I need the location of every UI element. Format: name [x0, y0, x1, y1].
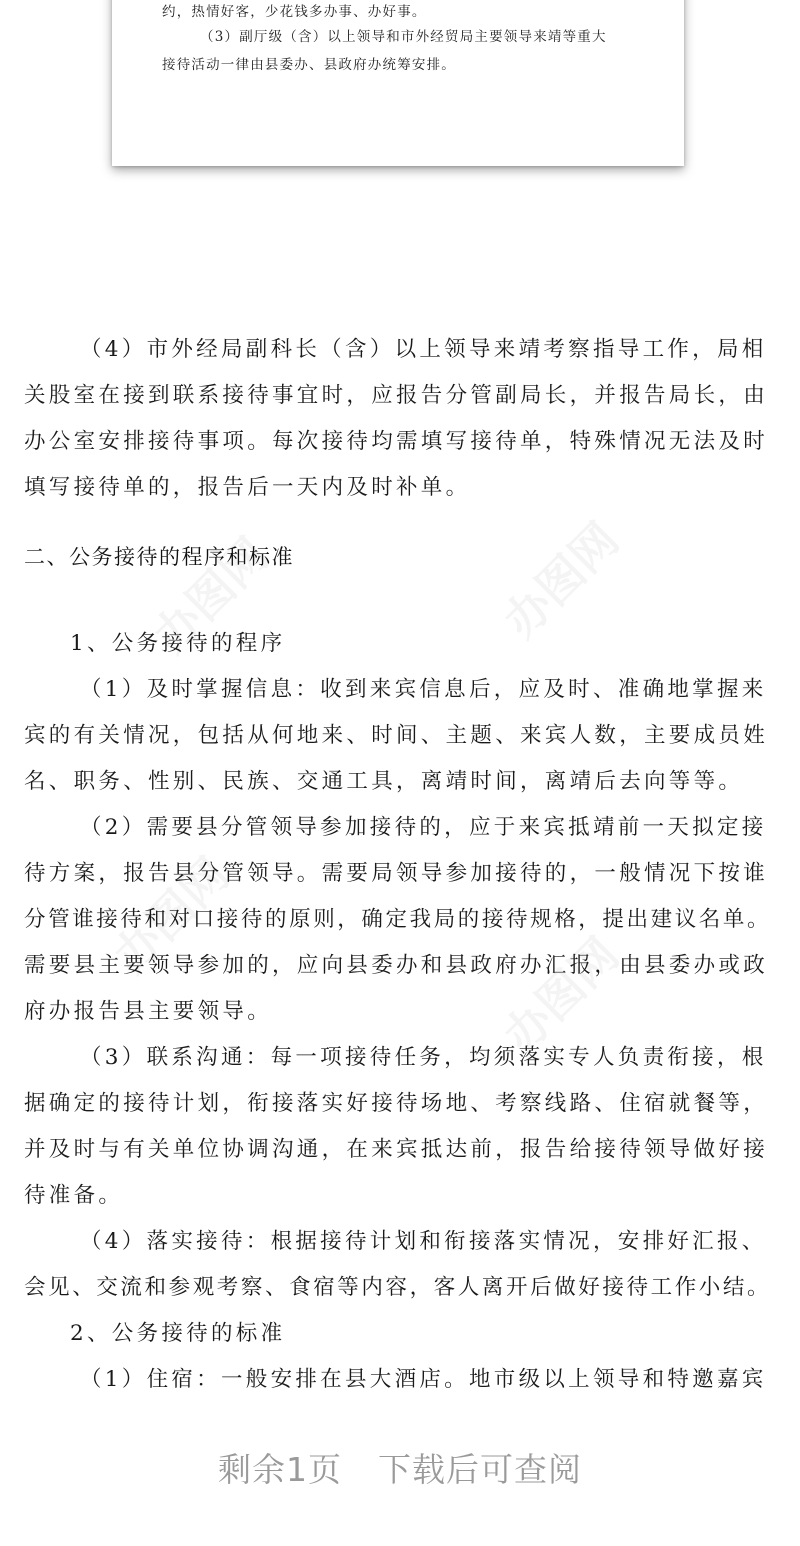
text-line: 会见、交流和参观考察、食宿等内容，客人离开后做好接待工作小结。	[24, 1275, 772, 1300]
preview-line-1: 约，热情好客，少花钱多办事、办好事。	[162, 4, 427, 20]
text-line: 宾的有关情况，包括从何地来、时间、主题、来宾人数，主要成员姓	[24, 723, 769, 748]
text-line: 待方案，报告县分管领导。需要局领导参加接待的，一般情况下按谁	[24, 861, 769, 886]
text-line: 府办报告县主要领导。	[24, 999, 273, 1024]
text-line: 需要县主要领导参加的，应向县委办和县政府办汇报，由县委办或政	[24, 953, 769, 978]
download-to-read-label[interactable]: 下载后可查阅	[378, 1450, 582, 1489]
subheading: 2、公务接待的标准	[70, 1321, 286, 1346]
text-line: （2）需要县分管领导参加接待的，应于来宾抵靖前一天拟定接	[80, 815, 767, 840]
text-line: 办公室安排接待事项。每次接待均需填写接待单，特殊情况无法及时	[24, 429, 769, 454]
text-line: 名、职务、性别、民族、交通工具，离靖时间，离靖后去向等等。	[24, 769, 744, 794]
text-line: 待准备。	[24, 1183, 124, 1208]
text-line: 分管谁接待和对口接待的原则，确定我局的接待规格，提出建议名单。	[24, 907, 772, 932]
preview-page-card	[112, 0, 684, 166]
text-line: 并及时与有关单位协调沟通，在来宾抵达前，报告给接待领导做好接	[24, 1137, 769, 1162]
text-line: 填写接待单的，报告后一天内及时补单。	[24, 475, 471, 500]
preview-line-3: 接待活动一律由县委办、县政府办统筹安排。	[162, 57, 456, 73]
text-line: （4）市外经局副科长（含）以上领导来靖考察指导工作，局相	[80, 337, 767, 362]
section-heading: 二、公务接待的程序和标准	[24, 545, 294, 569]
text-line: 关股室在接到联系接待事宜时，应报告分管副局长，并报告局长，由	[24, 383, 769, 408]
preview-line-2: （3）副厅级（含）以上领导和市外经贸局主要领导来靖等重大	[200, 29, 607, 45]
text-line: 据确定的接待计划，衔接落实好接待场地、考察线路、住宿就餐等，	[24, 1091, 769, 1116]
subheading: 1、公务接待的程序	[70, 631, 286, 656]
download-prompt[interactable]	[0, 1444, 800, 1491]
text-line: （1）及时掌握信息：收到来宾信息后，应及时、准确地掌握来	[80, 677, 767, 702]
watermark	[487, 506, 631, 650]
remaining-pages-label: 剩余1页	[218, 1450, 342, 1489]
text-line: （4）落实接待：根据接待计划和衔接落实情况，安排好汇报、	[80, 1229, 767, 1254]
text-line: （1）住宿：一般安排在县大酒店。地市级以上领导和特邀嘉宾	[80, 1367, 767, 1392]
text-line: （3）联系沟通：每一项接待任务，均须落实专人负责衔接，根	[80, 1045, 767, 1070]
